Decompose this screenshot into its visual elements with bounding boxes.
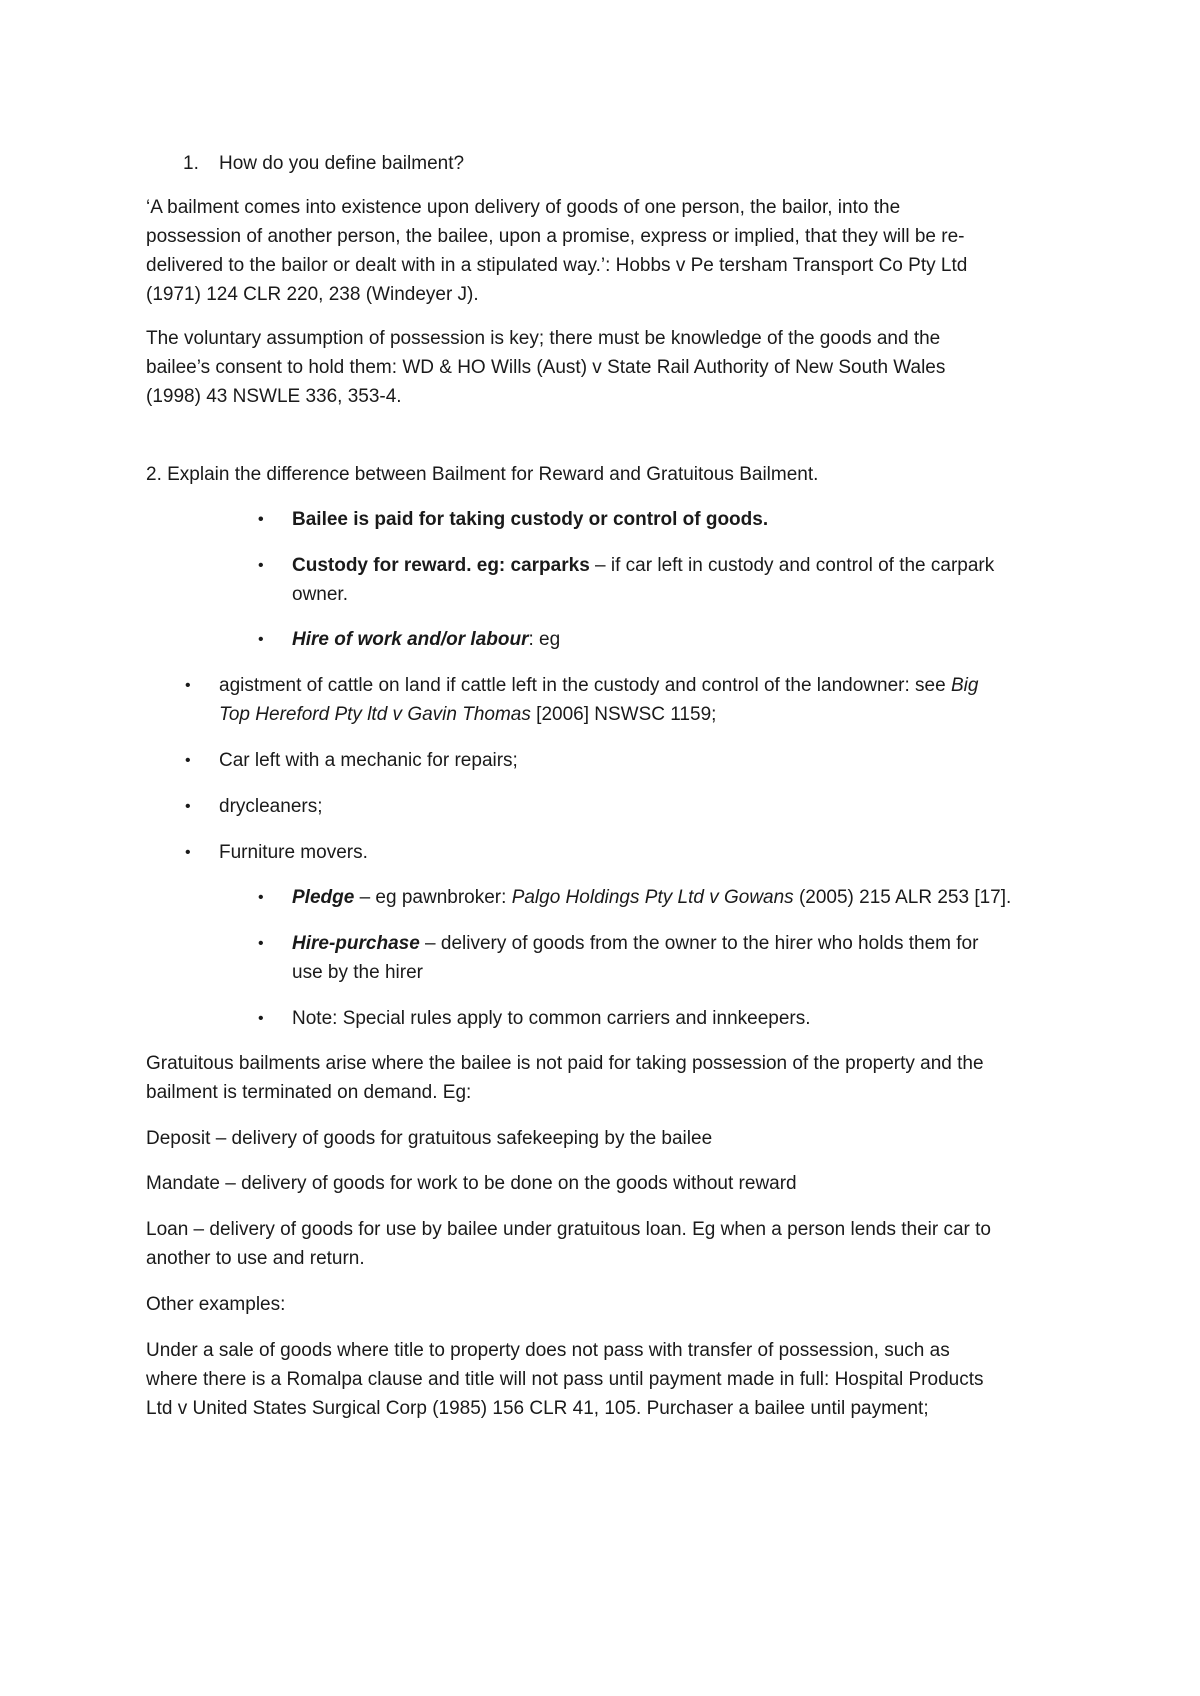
- bullet-hire-of-work: [292, 625, 560, 654]
- q1-quote-line: delivered to the bailor or dealt with in a stipulated way.’: Hobbs v Pe tersham Transport Co Pty Ltd: [146, 255, 968, 276]
- hire-purchase-line2: use by the hirer: [292, 962, 423, 983]
- sale-line: Under a sale of goods where title to property does not pass with transfer of possession, such as: [146, 1340, 950, 1361]
- agistment-case-part: Big: [950, 675, 979, 696]
- agistment-text: agistment of cattle on land if cattle left in the custody and control of the landowner: see: [219, 675, 951, 696]
- q1-quote-line: (1971) 124 CLR 220, 238 (Windeyer J).: [146, 284, 479, 305]
- q1-para-line: bailee’s consent to hold them: WD & HO Wills (Aust) v State Rail Authority of New South Wales: [146, 357, 946, 378]
- sale-line: where there is a Romalpa clause and title will not pass until payment made in full: Hospital Products: [146, 1369, 984, 1390]
- hire-of-work-term: Hire of work and/or labour: [292, 629, 529, 650]
- hire-purchase-term: Hire-purchase: [292, 933, 420, 954]
- bullet-agistment: [219, 671, 978, 700]
- custody-for-reward-text: – if car left in custody and control of the carpark: [589, 555, 995, 576]
- hire-purchase-text: – delivery of goods from the owner to the hirer who holds them for: [419, 933, 979, 954]
- bullet-pledge: [292, 883, 1011, 912]
- pledge-citation: (2005) 215 ALR 253 [17].: [793, 887, 1012, 908]
- pledge-text: – eg pawnbroker:: [354, 887, 512, 908]
- bullet-note: • Note: Special rules apply to common carriers and innkeepers.: [292, 1004, 811, 1033]
- deposit-line: Deposit – delivery of goods for gratuitous safekeeping by the bailee: [146, 1128, 713, 1149]
- loan-line: Loan – delivery of goods for use by bailee under gratuitous loan. Eg when a person lends their car to: [146, 1219, 991, 1240]
- gratuitous-line: bailment is terminated on demand. Eg:: [146, 1082, 472, 1103]
- q1-number: 1.: [183, 153, 199, 174]
- sale-line: Ltd v United States Surgical Corp (1985) 156 CLR 41, 105. Purchaser a bailee until payment;: [146, 1398, 929, 1419]
- agistment-citation: [2006] NSWSC 1159;: [530, 704, 717, 725]
- other-examples: Other examples:: [146, 1294, 286, 1315]
- mandate-line: Mandate – delivery of goods for work to be done on the goods without reward: [146, 1173, 797, 1194]
- q1-para-line: The voluntary assumption of possession is key; there must be knowledge of the goods and the: [146, 328, 941, 349]
- hire-of-work-text: : eg: [528, 629, 561, 650]
- agistment-line2: [219, 700, 716, 729]
- pledge-case-name: Palgo Holdings Pty Ltd v Gowans: [511, 887, 794, 908]
- custody-for-reward-line2: owner.: [292, 584, 348, 605]
- loan-line: another to use and return.: [146, 1248, 365, 1269]
- bullet-custody-for-reward: [292, 551, 994, 580]
- bullet-car-mechanic: • Car left with a mechanic for repairs;: [219, 746, 518, 775]
- q1-quote-line: ‘A bailment comes into existence upon delivery of goods of one person, the bailor, into the: [146, 197, 901, 218]
- gratuitous-line: Gratuitous bailments arise where the bailee is not paid for taking possession of the property and the: [146, 1053, 984, 1074]
- q1-heading: How do you define bailment?: [219, 153, 465, 174]
- q2-heading: 2. Explain the difference between Bailment for Reward and Gratuitous Bailment.: [146, 464, 819, 485]
- pledge-term: Pledge: [292, 887, 355, 908]
- bullet-bailee-paid: • Bailee is paid for taking custody or control of goods.: [292, 505, 768, 534]
- bullet-hire-purchase: [292, 929, 978, 958]
- agistment-case-name: Top Hereford Pty ltd v Gavin Thomas: [219, 704, 531, 725]
- bullet-furniture-movers: • Furniture movers.: [219, 838, 368, 867]
- custody-for-reward-term: Custody for reward. eg: carparks: [292, 555, 590, 576]
- q1-para-line: (1998) 43 NSWLE 336, 353-4.: [146, 386, 402, 407]
- q1-quote-line: possession of another person, the bailee, upon a promise, express or implied, that they will be re-: [146, 226, 965, 247]
- bullet-drycleaners: • drycleaners;: [219, 792, 323, 821]
